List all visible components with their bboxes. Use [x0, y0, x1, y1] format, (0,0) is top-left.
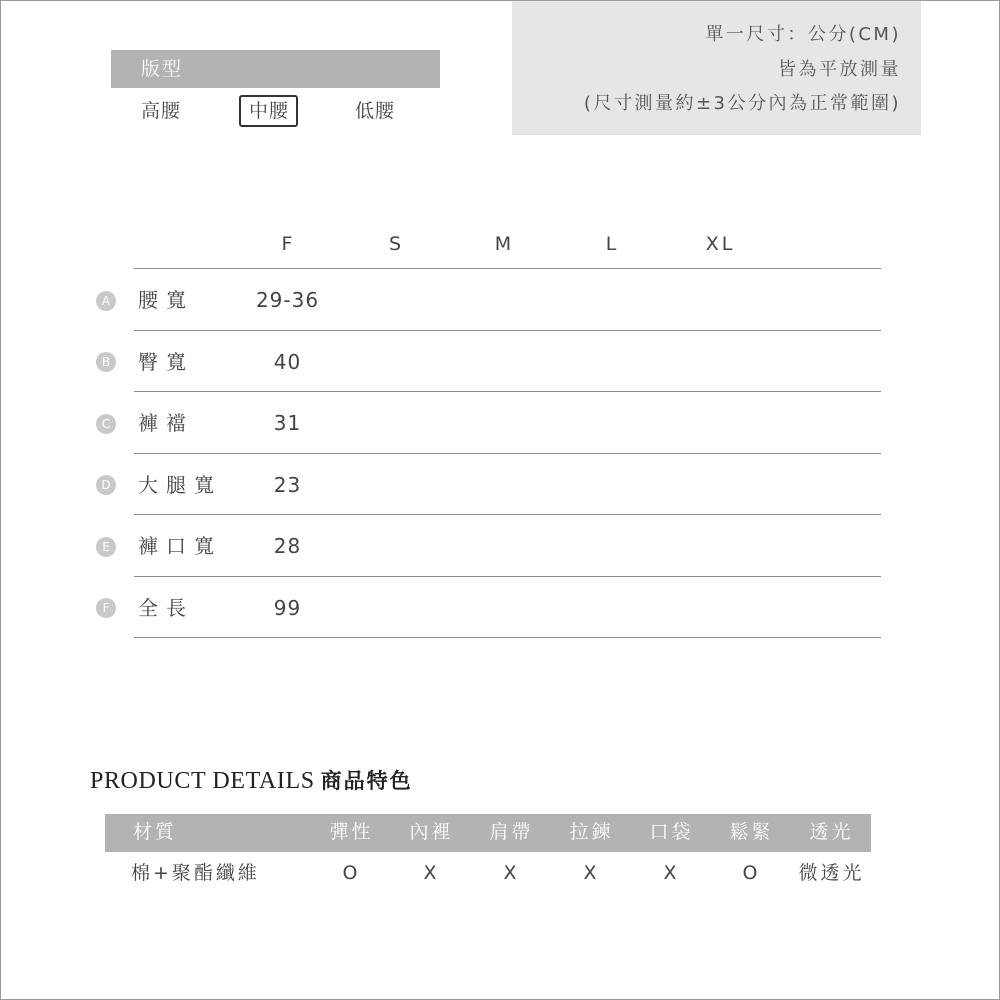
size-row-rise: [1, 392, 999, 454]
size-header-m: M: [494, 233, 515, 255]
row-divider: [134, 637, 881, 638]
size-row-leg-opening: [1, 515, 999, 577]
row-marker-d: D: [96, 475, 116, 495]
details-table-header: [1, 814, 999, 852]
row-label-thigh: 大腿寬: [138, 472, 222, 497]
measure-method-note: 皆為平放測量: [778, 59, 901, 80]
size-header-l: L: [605, 233, 620, 255]
row-marker-f: F: [96, 598, 116, 618]
size-cell-f: 29-36: [255, 288, 320, 312]
details-value-waistband: O: [742, 862, 761, 884]
size-header-f: F: [281, 233, 296, 255]
unit-note: 單一尺寸：公分(CM): [705, 24, 901, 45]
details-table-row: [1, 858, 999, 888]
row-label-length: 全長: [138, 595, 194, 620]
heading-chinese: 商品特色: [320, 769, 413, 793]
fit-option-mid-rise: 中腰: [239, 95, 298, 127]
details-value-zipper: X: [583, 862, 600, 884]
size-header-s: S: [388, 233, 405, 255]
details-header-waistband: 鬆緊: [729, 821, 774, 843]
details-header-zipper: 拉鍊: [569, 821, 614, 843]
size-row-length: [1, 577, 999, 639]
row-marker-e: E: [96, 537, 116, 557]
size-header-xl: XL: [705, 233, 736, 255]
row-marker-c: C: [96, 414, 116, 434]
details-value-pockets: X: [663, 862, 680, 884]
row-label-leg-opening: 褲口寬: [138, 534, 222, 558]
size-cell-f: 40: [273, 349, 302, 374]
details-header-pockets: 口袋: [649, 821, 694, 843]
fit-title: 版型: [141, 58, 184, 80]
fit-option-low-rise: 低腰: [355, 100, 396, 122]
details-header-elasticity: 彈性: [329, 821, 374, 843]
tolerance-note: (尺寸測量約±3公分內為正常範圍): [583, 93, 901, 114]
measurement-notes-box: [512, 0, 921, 135]
row-label-rise: 褲襠: [138, 411, 194, 435]
details-header-sheerness: 透光: [809, 821, 854, 843]
details-value-lining: X: [423, 862, 440, 884]
size-row-thigh: [1, 454, 999, 516]
size-table: [1, 229, 999, 638]
details-value-straps: X: [503, 862, 520, 884]
heading-english: PRODUCT DETAILS: [90, 768, 315, 794]
fit-option-high-rise: 高腰: [141, 100, 182, 122]
row-label-hip: 臀寬: [138, 349, 194, 374]
row-label-waist: 腰寬: [138, 288, 194, 312]
product-details-heading: [90, 766, 413, 798]
size-cell-f: 23: [273, 472, 302, 497]
size-cell-f: 99: [273, 595, 302, 620]
details-value-sheerness: 微透光: [798, 862, 865, 884]
details-header-straps: 肩帶: [489, 821, 534, 843]
size-row-waist: [1, 269, 999, 331]
details-value-material: 棉+聚酯纖維: [131, 862, 260, 884]
size-row-hip: [1, 331, 999, 393]
row-marker-b: B: [96, 352, 116, 372]
size-cell-f: 28: [273, 534, 302, 558]
fit-header-bar: [111, 50, 440, 88]
details-header-material: 材質: [133, 821, 178, 843]
size-table-header: [1, 229, 999, 269]
size-cell-f: 31: [273, 411, 302, 435]
row-marker-a: A: [96, 291, 116, 311]
details-header-lining: 內裡: [409, 821, 454, 843]
details-value-elasticity: O: [342, 862, 361, 884]
